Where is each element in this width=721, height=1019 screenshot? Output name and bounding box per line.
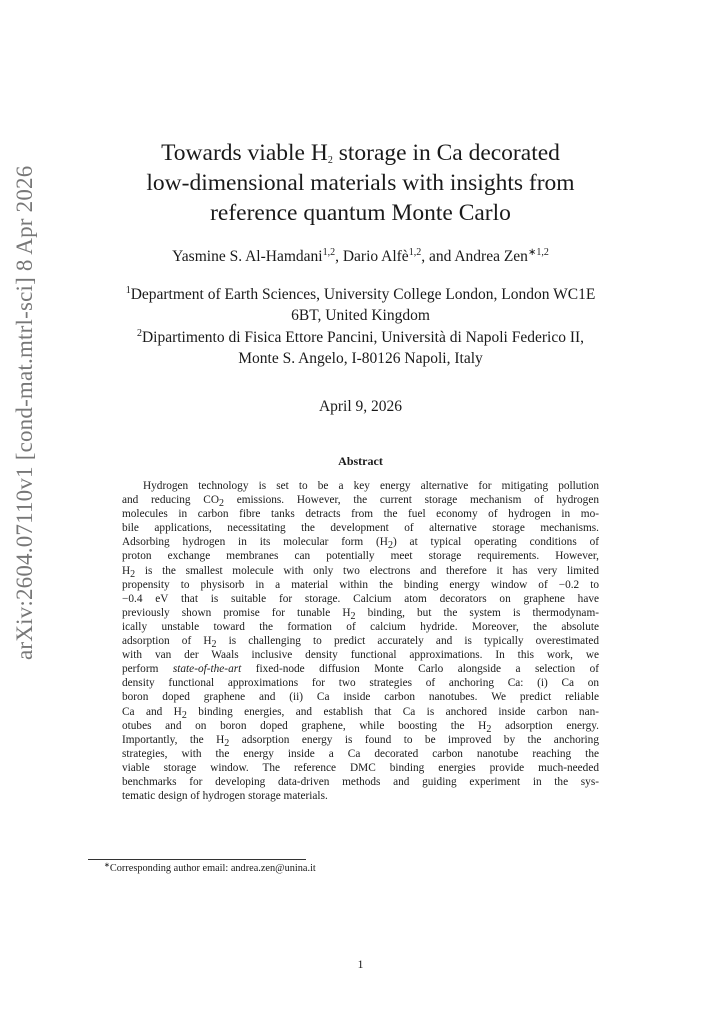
abstract-line: with van der Waals inclusive density functional approximations. In this work, we bbox=[122, 649, 599, 662]
abstract-line: $H_2$ is the smallest molecule with only two electrons and therefore it has very limited bbox=[122, 564, 599, 580]
abstract-heading: Abstract bbox=[338, 454, 383, 468]
abstract-line: ically unstable toward the formation of calcium hydride. Moreover, the absolute bbox=[122, 620, 599, 633]
abstract-line: and reducing $CO_2$ emissions. However, the current storage mechanism of hydrogen bbox=[122, 494, 599, 510]
author-affiliation-marker: 1,2 bbox=[408, 247, 422, 258]
abstract-body bbox=[122, 479, 599, 803]
page-number: 1 bbox=[357, 957, 364, 971]
author-name: , Dario Alfè bbox=[335, 248, 409, 265]
abstract-line: propensity to physisorb in a material within the binding energy window of −0.2 to bbox=[122, 578, 599, 591]
footnote-text: Corresponding author email: andrea.zen@unina.it bbox=[109, 863, 316, 874]
abstract-line: Hydrogen technology is set to be a key energy alternative for mitigating pollution bbox=[143, 480, 599, 492]
abstract-line: proton exchange membranes can potentially meet storage requirements. However, bbox=[122, 550, 599, 563]
author-list bbox=[80, 247, 641, 267]
abstract-line: Ca and $H_2$ binding energies, and establish that Ca is anchored inside carbon nan- bbox=[122, 705, 599, 721]
title-line-2: low-dimensional materials with insights from bbox=[146, 170, 575, 196]
title-line-1: Towards viable $H_2$ storage in Ca decorated bbox=[161, 140, 560, 166]
paper-title bbox=[80, 138, 641, 228]
affiliation-1: $^1$Department of Earth Sciences, University College London, London WC1E 6BT, United Kingdom bbox=[125, 285, 596, 324]
abstract-line: bile applications, necessitating the development of alternative storage mechanisms. bbox=[122, 522, 599, 535]
abstract-line: Adsorbing hydrogen in its molecular form $(H_2)$ at typical operating conditions of bbox=[122, 536, 599, 552]
abstract-line: previously shown promise for tunable $H_2$ binding, but the system is thermodynam- bbox=[122, 606, 599, 622]
author-affiliation-marker: 1,2 bbox=[322, 247, 336, 258]
abstract-line: Importantly, the $H_2$ adsorption energy is found to be improved by the anchoring bbox=[122, 733, 599, 749]
publication-date: April 9, 2026 bbox=[318, 398, 403, 415]
abstract-line: density functional approximations for two strategies of anchoring Ca: (i) Ca on bbox=[122, 677, 599, 690]
author-name: , and Andrea Zen bbox=[421, 248, 528, 265]
abstract-line: adsorption of $H_2$ is challenging to predict accurately and is typically overestimated bbox=[122, 635, 599, 651]
abstract-line: molecules in carbon fibre tanks detracts from the fuel economy of hydrogen in mo- bbox=[122, 508, 599, 521]
abstract-line: tematic design of hydrogen storage materials. bbox=[122, 790, 328, 803]
footnote-divider bbox=[88, 859, 306, 860]
author-affiliation-marker: ∗1,2 bbox=[527, 247, 549, 258]
arxiv-identifier: arXiv:2604.07110v1 [cond-mat.mtrl-sci] 8 Apr 2026 bbox=[12, 165, 37, 660]
abstract-line: viable storage window. The reference DMC binding energies provide much-needed bbox=[122, 761, 599, 774]
author-name: Yasmine S. Al-Hamdani bbox=[172, 248, 323, 265]
title-line-3: reference quantum Monte Carlo bbox=[210, 200, 511, 226]
abstract-line: −0.4 eV that is suitable for storage. Calcium atom decorators on graphene have bbox=[122, 592, 599, 605]
affiliation-2: $^2$Dipartimento di Fisica Ettore Pancini, Università di Napoli Federico II, Monte S. Angelo, I-80126 Napoli, Italy bbox=[136, 328, 585, 367]
abstract-line: boron doped graphene and (ii) Ca inside carbon nanotubes. We predict reliable bbox=[122, 691, 599, 704]
footnote bbox=[104, 863, 316, 874]
abstract-line: strategies, with the energy inside a Ca decorated carbon nanotube reaching the bbox=[122, 747, 599, 760]
footnote-marker: ∗ bbox=[104, 861, 110, 869]
abstract-line: perform state-of-the-art fixed-node diffusion Monte Carlo alongside a selection of bbox=[122, 663, 599, 676]
abstract-line: benchmarks for developing data-driven methods and guiding experiment in the sys- bbox=[122, 775, 599, 788]
abstract-line: otubes and on boron doped graphene, while boosting the $H_2$ adsorption energy. bbox=[122, 719, 599, 735]
